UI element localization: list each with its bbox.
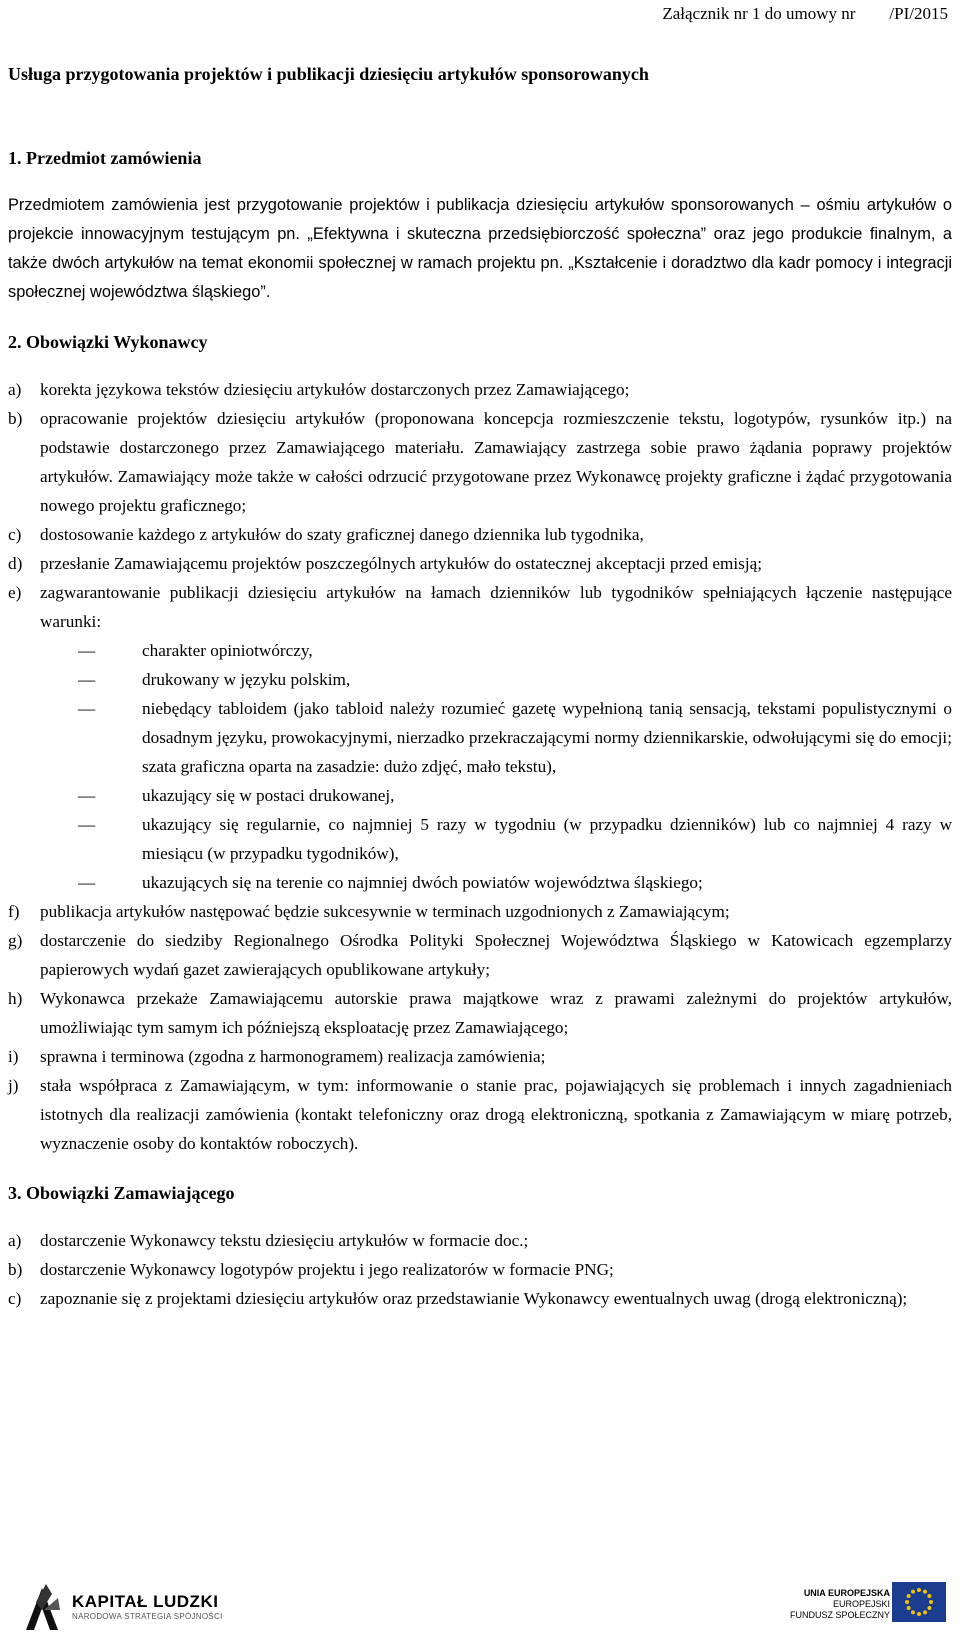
kapital-ludzki-subtitle: NARODOWA STRATEGIA SPÓJNOŚCI [72, 1611, 223, 1621]
list-item: c) zapoznanie się z projektami dziesięciu artykułów oraz przedstawianie Wykonawcy ewentualnych uwag (drogą elektroniczną); [8, 1289, 908, 1308]
section-3-heading: 3. Obowiązki Zamawiającego [8, 1183, 235, 1203]
list-item: b) opracowanie projektów dziesięciu artykułów (proponowana koncepcja rozmieszczenie tekstu, logotypów, rysunków itp.) na podstawie dostarczonego przez Zamawiającego materiału. Zamawiający zastrzega sobie prawo żądania poprawy projektów artykułów. Zamawiający może także w całości odrzucić przygotowane przez Wykonawcę projekty graficzne i żądać przygotowania nowego projektu graficznego; [8, 409, 952, 515]
sublist-item: — charakter opiniotwórczy, [78, 641, 313, 660]
eu-logo-line1: UNIA EUROPEJSKA [803, 1588, 890, 1598]
section-1-paragraph: Przedmiotem zamówienia jest przygotowanie projektów i publikacja dziesięciu artykułów sponsorowanych – ośmiu artykułów o projekcie innowacyjnym testującym pn. „Efektywna i skuteczna przedsiębiorczość społeczna” oraz jego produkcie finalnym, a także dwóch artykułów na temat ekonomii społecznej w ramach projektu pn. „Kształcenie i doradztwo dla kadr pomocy i integracji społecznej województwa śląskiego”. [8, 196, 952, 301]
document-title: Usługa przygotowania projektów i publikacji dziesięciu artykułów sponsorowanych [8, 64, 649, 84]
eu-logo-line2: EUROPEJSKI [832, 1599, 890, 1609]
eu-logo-line3: FUNDUSZ SPOŁECZNY [789, 1610, 890, 1620]
list-item: c) dostosowanie każdego z artykułów do szaty graficznej danego dziennika lub tygodnika, [8, 525, 644, 544]
list-item: e) zagwarantowanie publikacji dziesięciu artykułów na łamach dzienników lub tygodników spełniających łączenie następujące warunki: — charakter opiniotwórczy, — drukowany w języku polskim, — niebędący tabloidem (jako tabloid należy rozumieć gazetę wypełnioną tanią sensacją, tekstami populistycznymi o dosadnym języku, prowokacyjnymi, nierzadko przekraczającymi normy dziennikarskie, odwołującymi się do emocji; szata graficzna oparta na zasadzie: dużo zdjęć, mało tekstu), — ukazujący się w postaci drukowanej, — ukazujący się regularnie, co najmniej 5 razy w tygodniu (w przypadku dzienników) lub co najmniej 4 razy w miesiącu (w przypadku tygodników), — ukazujących się na terenie co najmniej dwóch powiatów województwa śląskiego; [8, 578, 952, 897]
section-3-list [8, 1226, 952, 1313]
section-1-heading: 1. Przedmiot zamówienia [8, 148, 202, 168]
sublist-item: — ukazujących się na terenie co najmniej dwóch powiatów województwa śląskiego; [78, 873, 703, 892]
sublist-item: — ukazujący się regularnie, co najmniej 5 razy w tygodniu (w przypadku dzienników) lub co najmniej 4 razy w miesiącu (w przypadku tygodników), [78, 815, 952, 863]
section-2-heading: 2. Obowiązki Wykonawcy [8, 332, 208, 352]
conditions-sublist [40, 636, 952, 897]
document-body [8, 148, 952, 1338]
list-item: d) przesłanie Zamawiającemu projektów poszczególnych artykułów do ostatecznej akceptacji przed emisją; [8, 554, 763, 573]
list-item: g) dostarczenie do siedziby Regionalnego Ośrodka Polityki Społecznej Województwa Śląskiego w Katowicach egzemplarzy papierowych wydań gazet zawierających opublikowane artykuły; [8, 931, 952, 979]
kapital-ludzki-title: KAPITAŁ LUDZKI [72, 1591, 219, 1611]
eu-flag-icon [892, 1582, 946, 1622]
list-item: h) Wykonawca przekaże Zamawiającemu autorskie prawa majątkowe wraz z prawami zależnymi do projektów artykułów, umożliwiając tym samym ich późniejszą eksploatację przez Zamawiającego; [8, 989, 952, 1037]
list-item: f) publikacja artykułów następować będzie sukcesywnie w terminach uzgodnionych z Zamawiającym; [8, 902, 730, 921]
kapital-ludzki-logo [22, 1580, 223, 1632]
kapital-ludzki-emblem-icon [22, 1580, 62, 1632]
sublist-item: — niebędący tabloidem (jako tabloid należy rozumieć gazetę wypełnioną tanią sensacją, tekstami populistycznymi o dosadnym języku, prowokacyjnymi, nierzadko przekraczającymi normy dziennikarskie, odwołującymi się do emocji; szata graficzna oparta na zasadzie: dużo zdjęć, mało tekstu), [78, 699, 952, 776]
list-item: i) sprawna i terminowa (zgodna z harmonogramem) realizacja zamówienia; [8, 1047, 546, 1066]
list-item: b) dostarczenie Wykonawcy logotypów projektu i jego realizatorów w formacie PNG; [8, 1260, 614, 1279]
eu-logo-text [790, 1588, 890, 1621]
list-item: a) korekta językowa tekstów dziesięciu artykułów dostarczonych przez Zamawiającego; [8, 380, 630, 399]
list-item: j) stała współpraca z Zamawiającym, w tym: informowanie o stanie prac, pojawiających się problemach i innych zagadnieniach istotnych dla realizacji zamówienia (kontakt telefoniczny oraz drogą elektroniczną, spotkania z Zamawiającym w miarę potrzeb, wyznaczenie osoby do kontaktów roboczych). [8, 1076, 952, 1153]
sublist-item: — ukazujący się w postaci drukowanej, [78, 786, 395, 805]
annex-note: Załącznik nr 1 do umowy nr /PI/2015 [662, 4, 948, 23]
footer-logos [0, 1574, 960, 1640]
list-item: a) dostarczenie Wykonawcy tekstu dziesięciu artykułów w formacie doc.; [8, 1231, 529, 1250]
sublist-item: — drukowany w języku polskim, [78, 670, 351, 689]
section-2-list [8, 375, 952, 1158]
